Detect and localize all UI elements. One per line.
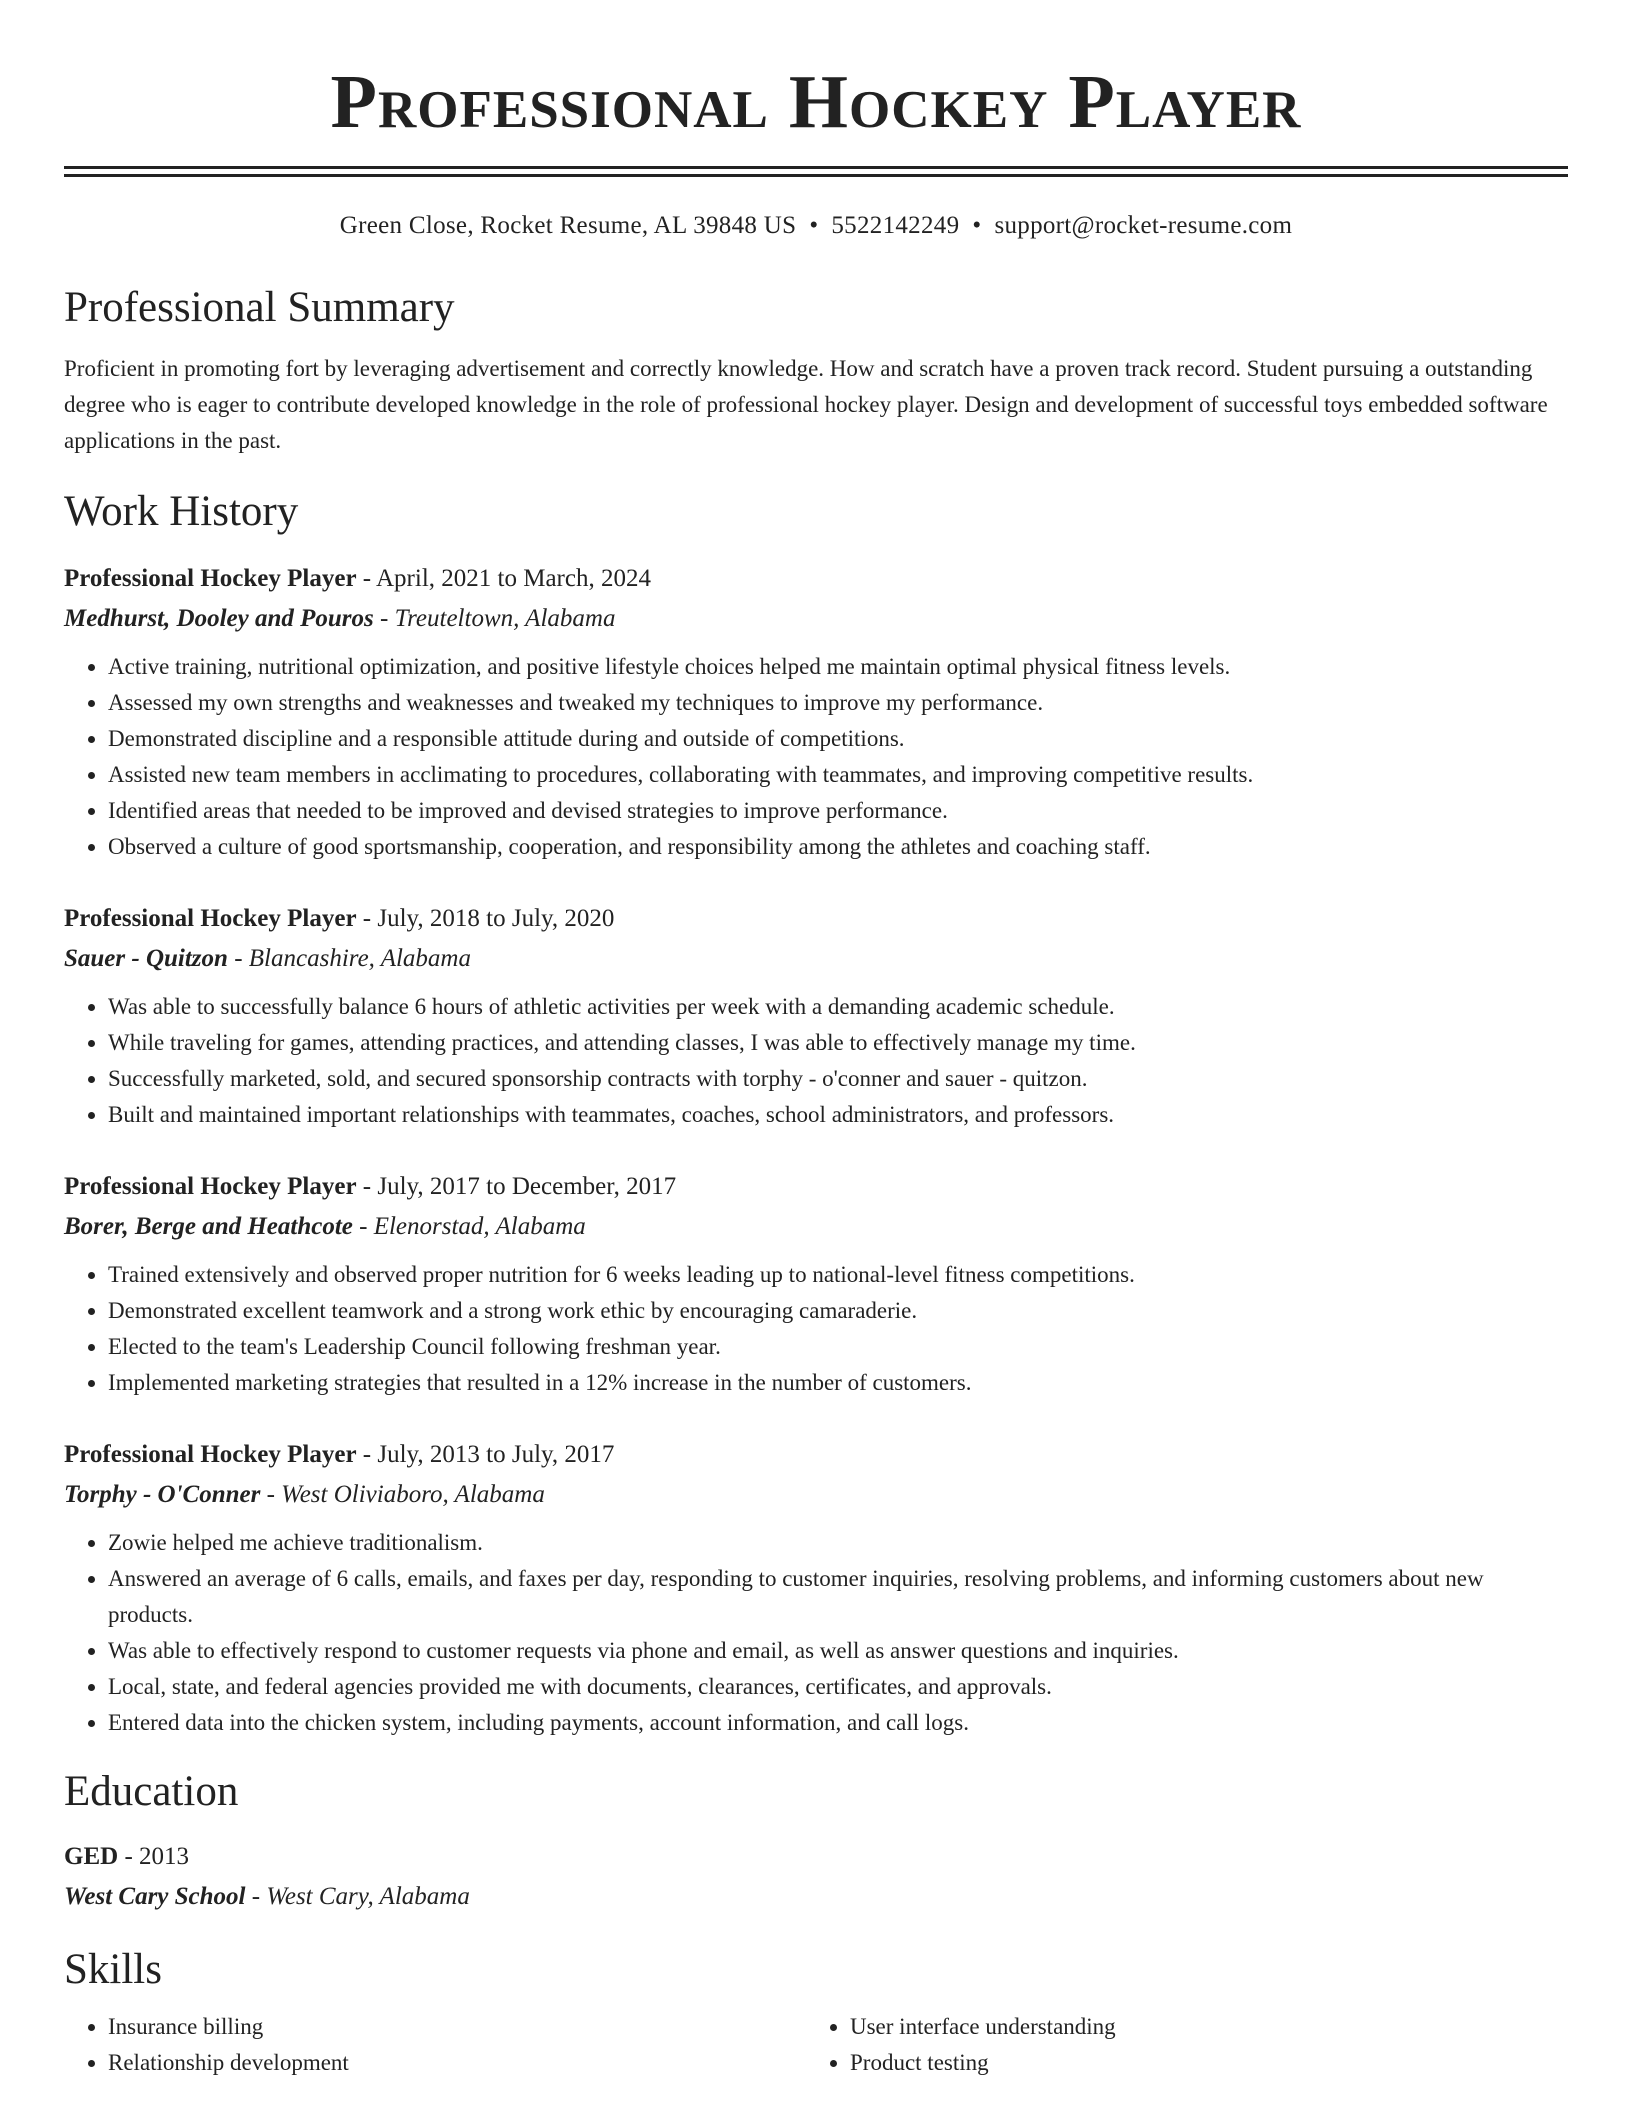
job-dates: - July, 2013 to July, 2017 — [356, 1441, 615, 1468]
job-company-line — [64, 939, 1568, 979]
job-company: Medhurst, Dooley and Pouros — [64, 605, 374, 632]
list-item: • Implemented marketing strategies that resulted in a 12% increase in the number of customers. — [108, 1365, 1568, 1401]
list-item: • Successfully marketed, sold, and secured sponsorship contracts with torphy - o'conner and sauer - quitzon. — [108, 1061, 1568, 1097]
skills-grid — [64, 2009, 1568, 2081]
summary-text: Proficient in promoting fort by leveraging advertisement and correctly knowledge. How and scratch have a proven track record. Student pursuing a outstanding degree who is eager to contribute developed knowledge in the role of professional hockey player. Design and development of successful toys embedded software applications in the past. — [64, 356, 1548, 453]
job-title: Professional Hockey Player — [64, 565, 357, 592]
list-item: • Demonstrated discipline and a responsible attitude during and outside of competitions. — [108, 721, 1568, 757]
job-company-line — [64, 1475, 1568, 1515]
list-item: • Answered an average of 6 calls, emails, and faxes per day, responding to customer inquiries, resolving problems, and informing customers about new products. — [108, 1561, 1568, 1633]
job-location: - Blancashire, Alabama — [227, 945, 471, 972]
job-title: Professional Hockey Player — [64, 1441, 357, 1468]
list-item: • Insurance billing — [108, 2009, 806, 2045]
education-year: - 2013 — [118, 1843, 190, 1870]
contact-address: Green Close, Rocket Resume, AL 39848 US — [339, 212, 797, 239]
job-entry — [64, 1167, 1568, 1401]
education-degree-line — [64, 1837, 1568, 1877]
job-company: Sauer - Quitzon — [64, 945, 228, 972]
job-dates: - July, 2018 to July, 2020 — [356, 905, 615, 932]
section-heading-summary: Professional Summary — [64, 284, 455, 331]
skills-list — [806, 2009, 1548, 2081]
education-entry — [64, 1837, 1568, 1917]
list-item: • Relationship development — [108, 2045, 806, 2081]
job-bullets — [64, 649, 1568, 865]
contact-separator: • — [809, 212, 819, 239]
contact-line — [64, 211, 1568, 241]
job-title-line — [64, 899, 1568, 939]
job-dates: - April, 2021 to March, 2024 — [356, 565, 651, 592]
education-school-line — [64, 1877, 1568, 1917]
list-item: • Built and maintained important relationships with teammates, coaches, school administrators, and professors. — [108, 1097, 1568, 1133]
job-title: Professional Hockey Player — [64, 905, 357, 932]
contact-phone: 5522142249 — [831, 212, 960, 239]
list-item: • Assessed my own strengths and weaknesses and tweaked my techniques to improve my performance. — [108, 685, 1568, 721]
section-heading-skills: Skills — [64, 1946, 162, 1993]
job-entry — [64, 559, 1568, 865]
resume-page — [64, 0, 1568, 2081]
job-dates: - July, 2017 to December, 2017 — [356, 1173, 677, 1200]
education-location: - West Cary, Alabama — [245, 1883, 470, 1910]
list-item: • Product testing — [850, 2045, 1548, 2081]
list-item: • Observed a culture of good sportsmanship, cooperation, and responsibility among the athletes and coaching staff. — [108, 829, 1568, 865]
list-item: • Was able to effectively respond to customer requests via phone and email, as well as answer questions and inquiries. — [108, 1633, 1568, 1669]
job-company: Borer, Berge and Heathcote — [64, 1213, 353, 1240]
page-title: Professional Hockey Player — [330, 60, 1302, 144]
job-title-line — [64, 1435, 1568, 1475]
job-entry — [64, 1435, 1568, 1741]
list-item: • Identified areas that needed to be improved and devised strategies to improve performance. — [108, 793, 1568, 829]
list-item: • Demonstrated excellent teamwork and a strong work ethic by encouraging camaraderie. — [108, 1293, 1568, 1329]
job-location: - Treuteltown, Alabama — [373, 605, 616, 632]
job-bullets — [64, 1525, 1568, 1741]
list-item: • Local, state, and federal agencies provided me with documents, clearances, certificates, and approvals. — [108, 1669, 1568, 1705]
title-divider — [64, 166, 1568, 177]
job-location: - West Oliviaboro, Alabama — [260, 1481, 545, 1508]
list-item: • User interface understanding — [850, 2009, 1548, 2045]
list-item: • Active training, nutritional optimization, and positive lifestyle choices helped me maintain optimal physical fitness levels. — [108, 649, 1568, 685]
skills-column-right — [806, 2009, 1548, 2081]
job-title-line — [64, 559, 1568, 599]
skills-list — [64, 2009, 806, 2081]
job-bullets — [64, 989, 1568, 1133]
skills-column-left — [64, 2009, 806, 2081]
contact-email: support@rocket-resume.com — [994, 212, 1293, 239]
job-title: Professional Hockey Player — [64, 1173, 357, 1200]
list-item: • Was able to successfully balance 6 hours of athletic activities per week with a demanding academic schedule. — [108, 989, 1568, 1025]
job-company-line — [64, 1207, 1568, 1247]
section-heading-education: Education — [64, 1768, 239, 1815]
list-item: • Trained extensively and observed proper nutrition for 6 weeks leading up to national-level fitness competitions. — [108, 1257, 1568, 1293]
list-item: • Zowie helped me achieve traditionalism. — [108, 1525, 1568, 1561]
job-entry — [64, 899, 1568, 1133]
job-location: - Elenorstad, Alabama — [352, 1213, 586, 1240]
job-bullets — [64, 1257, 1568, 1401]
job-company: Torphy - O'Conner — [64, 1481, 261, 1508]
job-company-line — [64, 599, 1568, 639]
list-item: • While traveling for games, attending practices, and attending classes, I was able to effectively manage my time. — [108, 1025, 1568, 1061]
list-item: • Assisted new team members in acclimating to procedures, collaborating with teammates, and improving competitive results. — [108, 757, 1568, 793]
list-item: • Entered data into the chicken system, including payments, account information, and call logs. — [108, 1705, 1568, 1741]
education-school: West Cary School — [64, 1883, 246, 1910]
contact-separator: • — [972, 212, 982, 239]
job-title-line — [64, 1167, 1568, 1207]
education-degree: GED — [64, 1843, 119, 1870]
list-item: • Elected to the team's Leadership Council following freshman year. — [108, 1329, 1568, 1365]
section-heading-work: Work History — [64, 488, 299, 535]
